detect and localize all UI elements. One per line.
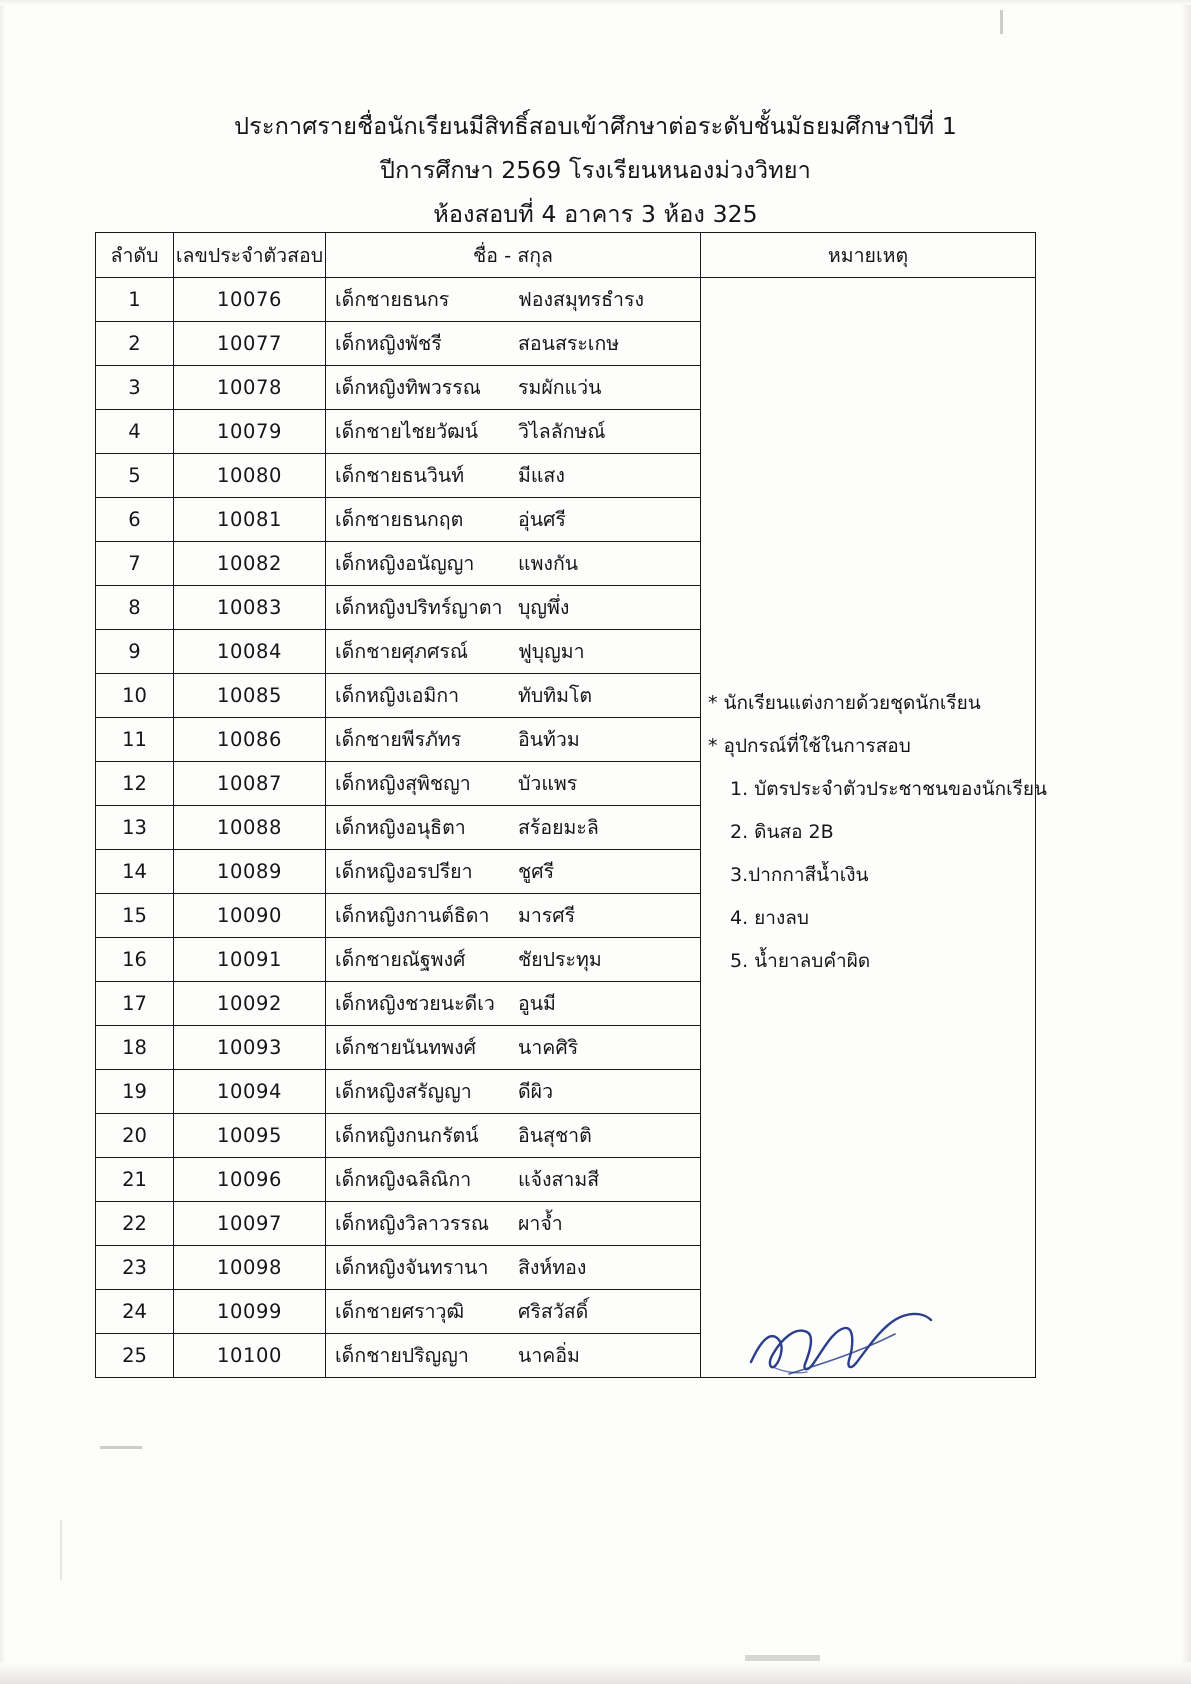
column-header-name: ชื่อ - สกุล — [326, 233, 701, 278]
cell-sequence-number: 21 — [96, 1158, 174, 1202]
student-first-name: เด็กหญิงพัชรี — [335, 332, 442, 355]
cell-notes — [701, 278, 1047, 1378]
cell-sequence-number: 1 — [96, 278, 174, 322]
cell-exam-id: 10077 — [174, 322, 326, 366]
student-name-wrap — [335, 1076, 700, 1107]
column-header-no: ลำดับ — [96, 233, 174, 278]
student-last-name: ฟูบุญมา — [518, 640, 585, 663]
student-name-wrap — [335, 1120, 700, 1151]
student-first-name: เด็กชายไชยวัฒน์ — [335, 420, 479, 443]
heading-line-3: ห้องสอบที่ 4 อาคาร 3 ห้อง 325 — [433, 200, 758, 228]
student-last-name: รมผักแว่น — [518, 376, 602, 399]
cell-exam-id: 10085 — [174, 674, 326, 718]
cell-student-name — [326, 1114, 701, 1158]
student-name-wrap — [335, 680, 700, 711]
student-name-wrap — [335, 1340, 700, 1371]
student-first-name: เด็กชายณัฐพงศ์ — [335, 948, 466, 971]
student-last-name: บุญพึ่ง — [518, 596, 570, 619]
cell-student-name — [326, 278, 701, 322]
student-first-name: เด็กหญิงจันทรานา — [335, 1256, 489, 1279]
student-last-name: ชัยประทุม — [518, 948, 602, 971]
cell-student-name — [326, 542, 701, 586]
student-name-wrap — [335, 460, 700, 491]
student-name-wrap — [335, 372, 700, 403]
cell-student-name — [326, 1202, 701, 1246]
cell-exam-id: 10089 — [174, 850, 326, 894]
student-first-name: เด็กหญิงอรปรียา — [335, 860, 473, 883]
cell-sequence-number: 25 — [96, 1334, 174, 1378]
note-line: * นักเรียนแต่งกายด้วยชุดนักเรียน — [708, 692, 981, 714]
column-header-notes: หมายเหตุ — [701, 233, 1036, 278]
student-first-name: เด็กชายธนกฤต — [335, 508, 464, 531]
cell-student-name — [326, 1026, 701, 1070]
cell-sequence-number: 12 — [96, 762, 174, 806]
student-last-name: นาคศิริ — [518, 1036, 579, 1059]
student-first-name: เด็กหญิงสุพิชญา — [335, 772, 471, 795]
note-line: 5. น้ำยาลบคำผิด — [730, 950, 871, 972]
cell-exam-id: 10093 — [174, 1026, 326, 1070]
student-first-name: เด็กชายปริญญา — [335, 1344, 469, 1367]
cell-sequence-number: 2 — [96, 322, 174, 366]
student-last-name: แพงกัน — [518, 552, 579, 575]
student-first-name: เด็กหญิงทิพวรรณ — [335, 376, 481, 399]
cell-exam-id: 10080 — [174, 454, 326, 498]
student-name-wrap — [335, 416, 700, 447]
cell-sequence-number: 18 — [96, 1026, 174, 1070]
student-last-name: อุ่นศรี — [518, 508, 566, 531]
note-line: 2. ดินสอ 2B — [730, 821, 834, 843]
student-name-wrap — [335, 944, 700, 975]
footer-smudge — [745, 1655, 820, 1661]
document-heading — [0, 104, 1191, 236]
cell-student-name — [326, 1246, 701, 1290]
student-last-name: สอนสระเกษ — [518, 332, 620, 355]
cell-exam-id: 10079 — [174, 410, 326, 454]
student-first-name: เด็กชายศราวุฒิ — [335, 1300, 465, 1323]
student-name-wrap — [335, 1164, 700, 1195]
scan-edge-bottom — [0, 1662, 1191, 1684]
student-name-wrap — [335, 504, 700, 535]
cell-sequence-number: 16 — [96, 938, 174, 982]
cell-sequence-number: 6 — [96, 498, 174, 542]
student-first-name: เด็กหญิงกนกรัตน์ — [335, 1124, 479, 1147]
student-last-name: ผาจ้ำ — [518, 1212, 563, 1235]
cell-student-name — [326, 806, 701, 850]
student-name-wrap — [335, 1032, 700, 1063]
cell-sequence-number: 7 — [96, 542, 174, 586]
cell-student-name — [326, 1290, 701, 1334]
cell-sequence-number: 10 — [96, 674, 174, 718]
cell-student-name — [326, 630, 701, 674]
cell-exam-id: 10097 — [174, 1202, 326, 1246]
cell-exam-id: 10084 — [174, 630, 326, 674]
cell-student-name — [326, 982, 701, 1026]
scan-edge-right — [1181, 0, 1191, 1684]
cell-exam-id: 10096 — [174, 1158, 326, 1202]
scan-speck — [100, 1446, 142, 1449]
cell-sequence-number: 22 — [96, 1202, 174, 1246]
cell-student-name — [326, 498, 701, 542]
student-last-name: อินสุชาติ — [518, 1124, 592, 1147]
student-name-wrap — [335, 636, 700, 667]
student-name-wrap — [335, 592, 700, 623]
student-last-name: อูนมี — [518, 992, 556, 1015]
cell-sequence-number: 14 — [96, 850, 174, 894]
student-last-name: ศริสวัสดิ์ — [518, 1300, 589, 1323]
cell-sequence-number: 17 — [96, 982, 174, 1026]
student-last-name: สิงห์ทอง — [518, 1256, 587, 1279]
scan-edge-top — [0, 0, 1191, 5]
cell-exam-id: 10087 — [174, 762, 326, 806]
table-header — [96, 233, 1036, 278]
student-last-name: อินท้วม — [518, 728, 580, 751]
student-first-name: เด็กชายศุภศรณ์ — [335, 640, 468, 663]
cell-student-name — [326, 454, 701, 498]
table-header-row — [96, 233, 1036, 278]
student-name-wrap — [335, 328, 700, 359]
cell-student-name — [326, 1070, 701, 1114]
cell-exam-id: 10100 — [174, 1334, 326, 1378]
student-last-name: สร้อยมะลิ — [518, 816, 599, 839]
student-name-wrap — [335, 856, 700, 887]
cell-sequence-number: 23 — [96, 1246, 174, 1290]
student-name-wrap — [335, 1208, 700, 1239]
student-first-name: เด็กหญิงปริทร์ญาตา — [335, 596, 503, 619]
cell-student-name — [326, 410, 701, 454]
student-name-wrap — [335, 284, 700, 315]
note-line: 3.ปากกาสีน้ำเงิน — [730, 864, 869, 886]
cell-exam-id: 10088 — [174, 806, 326, 850]
student-last-name: ฟองสมุทรธำรง — [518, 288, 644, 311]
cell-sequence-number: 4 — [96, 410, 174, 454]
student-last-name: วิไลลักษณ์ — [518, 420, 606, 443]
heading-line-2: ปีการศึกษา 2569 โรงเรียนหนองม่วงวิทยา — [380, 156, 811, 184]
scan-speck — [60, 1520, 62, 1580]
student-last-name: มารศรี — [518, 904, 576, 927]
note-line: 4. ยางลบ — [730, 907, 809, 929]
cell-student-name — [326, 938, 701, 982]
student-name-wrap — [335, 724, 700, 755]
student-last-name: ทับทิมโต — [518, 684, 593, 707]
student-name-wrap — [335, 1296, 700, 1327]
student-first-name: เด็กหญิงสรัญญา — [335, 1080, 472, 1103]
cell-student-name — [326, 674, 701, 718]
student-name-wrap — [335, 900, 700, 931]
student-name-wrap — [335, 1252, 700, 1283]
cell-sequence-number: 9 — [96, 630, 174, 674]
cell-exam-id: 10083 — [174, 586, 326, 630]
note-line: 1. บัตรประจำตัวประชาชนของนักเรียน — [730, 778, 1047, 800]
student-list-table — [95, 232, 1047, 1378]
cell-sequence-number: 3 — [96, 366, 174, 410]
cell-student-name — [326, 586, 701, 630]
student-last-name: บัวแพร — [518, 772, 578, 795]
cell-exam-id: 10086 — [174, 718, 326, 762]
student-last-name: แจ้งสามสี — [518, 1168, 600, 1191]
cell-exam-id: 10099 — [174, 1290, 326, 1334]
cell-sequence-number: 5 — [96, 454, 174, 498]
student-last-name: มีแสง — [518, 464, 565, 487]
student-name-wrap — [335, 988, 700, 1019]
cell-student-name — [326, 894, 701, 938]
student-first-name: เด็กชายธนกร — [335, 288, 450, 311]
cell-student-name — [326, 762, 701, 806]
column-header-exam-id: เลขประจำตัวสอบ — [174, 233, 326, 278]
cell-exam-id: 10094 — [174, 1070, 326, 1114]
student-last-name: นาคอิ่ม — [518, 1344, 580, 1367]
scan-speck — [1000, 10, 1003, 34]
student-first-name: เด็กหญิงวิลาวรรณ — [335, 1212, 489, 1235]
student-first-name: เด็กชายธนวินท์ — [335, 464, 465, 487]
cell-student-name — [326, 322, 701, 366]
student-first-name: เด็กหญิงอนัญญา — [335, 552, 475, 575]
table-body — [96, 278, 1047, 1378]
student-first-name: เด็กหญิงฉลิณิกา — [335, 1168, 472, 1191]
cell-sequence-number: 20 — [96, 1114, 174, 1158]
cell-sequence-number: 13 — [96, 806, 174, 850]
note-line: * อุปกรณ์ที่ใช้ในการสอบ — [708, 735, 911, 757]
student-last-name: ดีผิว — [518, 1080, 554, 1103]
student-name-wrap — [335, 768, 700, 799]
cell-exam-id: 10082 — [174, 542, 326, 586]
heading-line-1: ประกาศรายชื่อนักเรียนมีสิทธิ์สอบเข้าศึกษาต่อระดับชั้นมัธยมศึกษาปีที่ 1 — [234, 112, 957, 140]
student-first-name: เด็กหญิงอนุธิตา — [335, 816, 466, 839]
cell-sequence-number: 8 — [96, 586, 174, 630]
cell-exam-id: 10078 — [174, 366, 326, 410]
student-last-name: ชูศรี — [518, 860, 555, 883]
cell-sequence-number: 15 — [96, 894, 174, 938]
cell-sequence-number: 11 — [96, 718, 174, 762]
cell-exam-id: 10091 — [174, 938, 326, 982]
cell-sequence-number: 19 — [96, 1070, 174, 1114]
student-first-name: เด็กชายพีรภัทร — [335, 728, 462, 751]
cell-student-name — [326, 1158, 701, 1202]
cell-exam-id: 10098 — [174, 1246, 326, 1290]
cell-student-name — [326, 366, 701, 410]
cell-student-name — [326, 1334, 701, 1378]
cell-exam-id: 10076 — [174, 278, 326, 322]
cell-exam-id: 10081 — [174, 498, 326, 542]
cell-exam-id: 10092 — [174, 982, 326, 1026]
student-first-name: เด็กหญิงชวยนะดีเว — [335, 992, 495, 1015]
cell-exam-id: 10095 — [174, 1114, 326, 1158]
cell-sequence-number: 24 — [96, 1290, 174, 1334]
cell-student-name — [326, 850, 701, 894]
cell-student-name — [326, 718, 701, 762]
table-row — [96, 278, 1036, 322]
cell-exam-id: 10090 — [174, 894, 326, 938]
student-name-wrap — [335, 548, 700, 579]
student-first-name: เด็กหญิงกานต์ธิดา — [335, 904, 490, 927]
scan-edge-left — [0, 0, 6, 1684]
student-name-wrap — [335, 812, 700, 843]
student-first-name: เด็กชายนันทพงศ์ — [335, 1036, 477, 1059]
student-first-name: เด็กหญิงเอมิกา — [335, 684, 460, 707]
